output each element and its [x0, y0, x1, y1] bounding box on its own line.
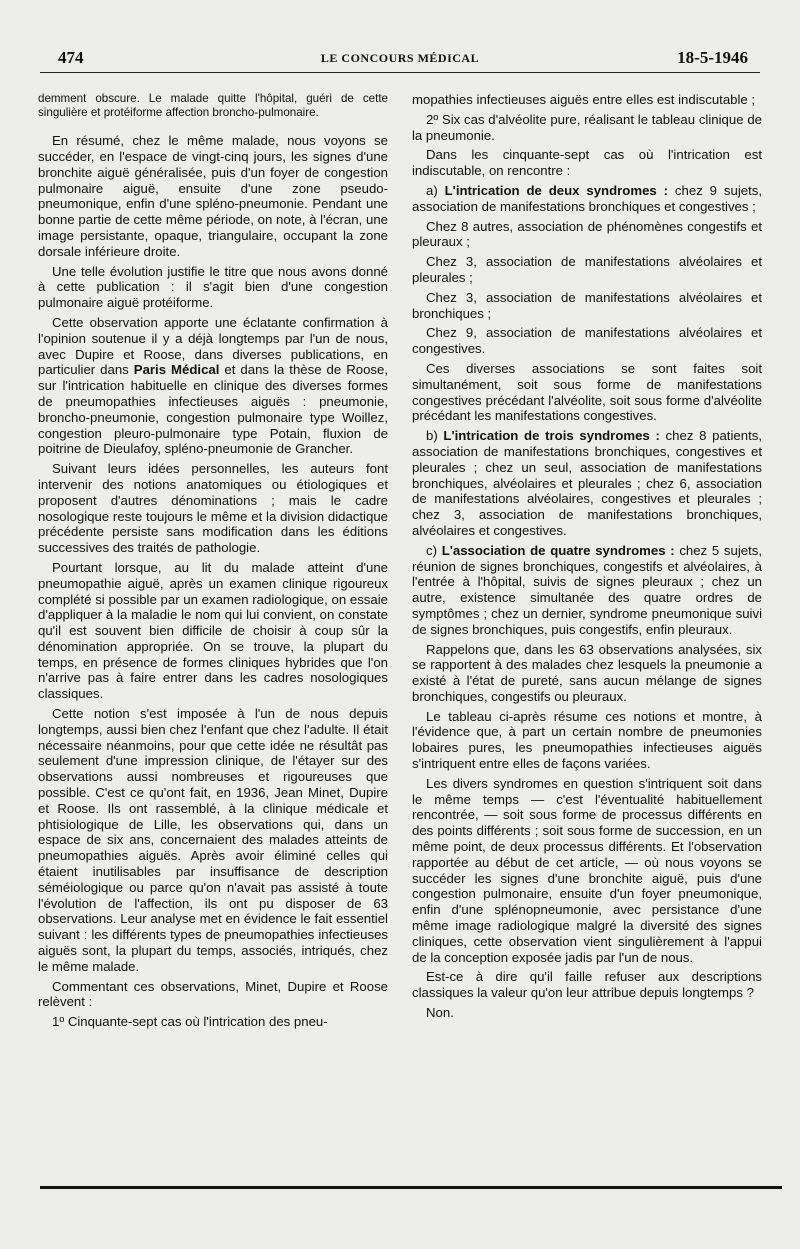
paragraph: Cette notion s'est imposée à l'un de nous depuis longtemps, aussi bien chez l'enfant que chez l'adulte. Il était nécessaire néanmoins, pour que cette idée ne résultât pas seulement d'une impression clinique, de l'étayer sur des observations aussi nombreuses et rigoureuses que possible. C'est ce qu'ont fait, en 1936, Jean Minet, Dupire et Roose. Ils ont rassemblé, à la clinique médicale et phtisiologique de Lille, les observations qui, dans un espace de six ans, concernaient des malades atteints de pneumopathies aiguës. Après avoir éliminé celles qui étaient inutilisables par insuffisance de description séméiologique ou parce qu'on n'avait pas assisté à toute l'évolution de l'affection, ils ont pu disposer de 63 observations. Leur analyse met en évidence le fait essentiel suivant : les différents types de pneumopathies infectieuses aiguës sont, la plupart du temps, associés, intriqués, chez le même malade.	[38, 706, 388, 974]
text-run: chez 8 patients, association de manifestations bronchiques, congestives et pleurales ; chez un seul, association de manifestations bronchiques, alvéolaires et pleurales ; chez 6, association de manifestations alvéolaires, congestives et pleurales ; chez 3, association de manifestations bronchiques, alvéolaires et congestives.	[412, 428, 762, 538]
paragraph: demment obscure. Le malade quitte l'hôpital, guéri de cette singulière et protéiforme affection broncho-pulmonaire.	[38, 92, 388, 119]
paragraph: Le tableau ci-après résume ces notions et montre, à l'évidence que, à part un certain nombre de pneumonies lobaires pures, les pneumopathies infectieuses aiguës s'intriquent entre elles de façons variées.	[412, 708, 762, 772]
page-number: 474	[58, 48, 84, 67]
text-run: Cette observation apporte une éclatante confirmation à l'opinion soutenue il y a déjà longtemps par l'un de nous, avec Dupire et Roose, dans diverses publications, en particulier dans	[38, 314, 388, 378]
text-run: et dans la thèse de Roose, sur l'intrication habituelle en clinique des diverses formes de pneumopathies infectieuses aiguës : pneumonie, broncho-pneumonie, congestion pulmonaire type Woillez, congestion pleuro-pulmonaire type Potain, fluxion de poitrine de Dieulafoy, spléno-pneumonie de Grancher.	[38, 362, 389, 457]
paragraph: Dans les cinquante-sept cas où l'intrication est indiscutable, on rencontre :	[412, 147, 762, 179]
issue-date: 18-5-1946	[677, 48, 748, 67]
text-run: b)	[426, 428, 444, 444]
paragraph: Chez 9, association de manifestations alvéolaires et congestives.	[412, 325, 762, 357]
paragraph: Pourtant lorsque, au lit du malade atteint d'une pneumopathie aiguë, après un examen clinique rigoureux complété si possible par un examen radiologique, on essaie d'appliquer à la maladie le nom qui lui convient, on constate qu'il est souvent bien difficile de choisir à coup sûr la dénomination appropriée. On se trouve, la plupart du temps, en présence de formes cliniques hybrides que l'on n'arrive pas à faire entrer dans les cadres nosologiques classiques.	[38, 559, 388, 702]
paragraph: Chez 3, association de manifestations alvéolaires et pleurales ;	[412, 254, 762, 285]
text-run: c)	[426, 542, 442, 558]
paragraph: Commentant ces observations, Minet, Dupire et Roose relèvent :	[38, 978, 388, 1010]
paragraph: Rappelons que, dans les 63 observations analysées, six se rapportent à des malades chez lesquels la pneumonie a existé à l'état de pureté, sans aucun mélange de signes bronchiques, congestifs ou pleuraux.	[412, 641, 762, 704]
paragraph	[38, 315, 388, 457]
page-header	[40, 48, 760, 72]
paragraph: Ces diverses associations se sont faites soit simultanément, soit sous forme de manifestations congestives précédant l'alvéolite, soit sous forme d'alvéolite précédant les manifestations congestives.	[412, 360, 762, 424]
bold-text: L'association de quatre syndromes :	[441, 542, 675, 558]
paragraph: 2º Six cas d'alvéolite pure, réalisant le tableau clinique de la pneumonie.	[412, 111, 762, 143]
footer-rule	[40, 1186, 782, 1189]
header-rule	[40, 72, 760, 73]
paragraph: En résumé, chez le même malade, nous voyons se succéder, en l'espace de vingt-cinq jours, les signes d'une bronchite aiguë généralisée, puis d'un foyer de congestion pulmonaire aiguë, ensuite d'une zone pseudo-pneumonique, enfin d'une spléno-pneumonie. Pendant une bonne partie de cette même période, on note, à l'écran, une image persistante, opaque, triangulaire, occupant la zone dorsale inférieure droite.	[38, 133, 388, 259]
paragraph: Chez 3, association de manifestations alvéolaires et bronchiques ;	[412, 289, 762, 321]
paragraph	[412, 183, 762, 215]
paragraph: mopathies infectieuses aiguës entre elles est indiscutable ;	[412, 92, 756, 107]
left-column	[38, 92, 388, 1034]
paragraph: Suivant leurs idées personnelles, les auteurs font intervenir des notions anatomiques ou étiologiques et proposent d'autres dénominations ; mais le cadre nosologique reste toujours le même et la division didactique précédente persiste sans modification dans les éditions successives des traités de pathologie.	[38, 461, 388, 556]
paragraph: Est-ce à dire qu'il faille refuser aux descriptions classiques la valeur qu'on leur attribue depuis longtemps ?	[412, 969, 762, 1001]
paragraph: Une telle évolution justifie le titre que nous avons donné à cette publication : il s'agit bien d'une congestion pulmonaire aiguë protéiforme.	[38, 263, 388, 311]
text-run: chez 9 sujets, association de manifestations bronchiques et congestives ;	[412, 182, 763, 214]
paragraph: Les divers syndromes en question s'intriquent soit dans le même temps — c'est l'éventualité habituellement rencontrée, — soit sous forme de processus différents en des points différents ; soit sous forme de succession, en un même point, de deux processus différents. Et l'observation rapportée au début de cet article, — où nous voyons se succéder les signes d'une bronchite aiguë, puis d'une congestion pulmonaire, ensuite d'un foyer pneumonique, enfin d'une splénopneumonie, avec persistance d'une même image radiologique malgré la diversité des signes cliniques, cette observation vient singulièrement à l'appui de la conception exposée jadis par l'un de nous.	[412, 775, 762, 965]
bold-text: L'intrication de deux syndromes :	[444, 182, 669, 198]
text-run: a)	[426, 182, 445, 198]
bold-text: Paris Médical	[133, 362, 220, 378]
paragraph	[412, 543, 762, 638]
paragraph: 1º Cinquante-sept cas où l'intrication des pneu-	[52, 1014, 328, 1030]
right-column	[412, 92, 762, 1025]
bold-text: L'intrication de trois syndromes :	[443, 428, 660, 444]
paragraph	[412, 428, 762, 539]
journal-title: LE CONCOURS MÉDICAL	[320, 51, 480, 65]
paragraph: Non.	[426, 1005, 454, 1021]
text-run: chez 5 sujets, réunion de signes bronchiques, congestifs et alvéolaires, à l'entrée à l'hôpital, suivis de signes pleuraux ; chez un autre, existence simultanée des quatre ordres de symptômes ; chez un dernier, syndrome pneumonique suivi de signes bronchiques, puis congestifs, enfin pleuraux.	[412, 542, 763, 637]
paragraph: Chez 8 autres, association de phénomènes congestifs et pleuraux ;	[412, 218, 762, 250]
